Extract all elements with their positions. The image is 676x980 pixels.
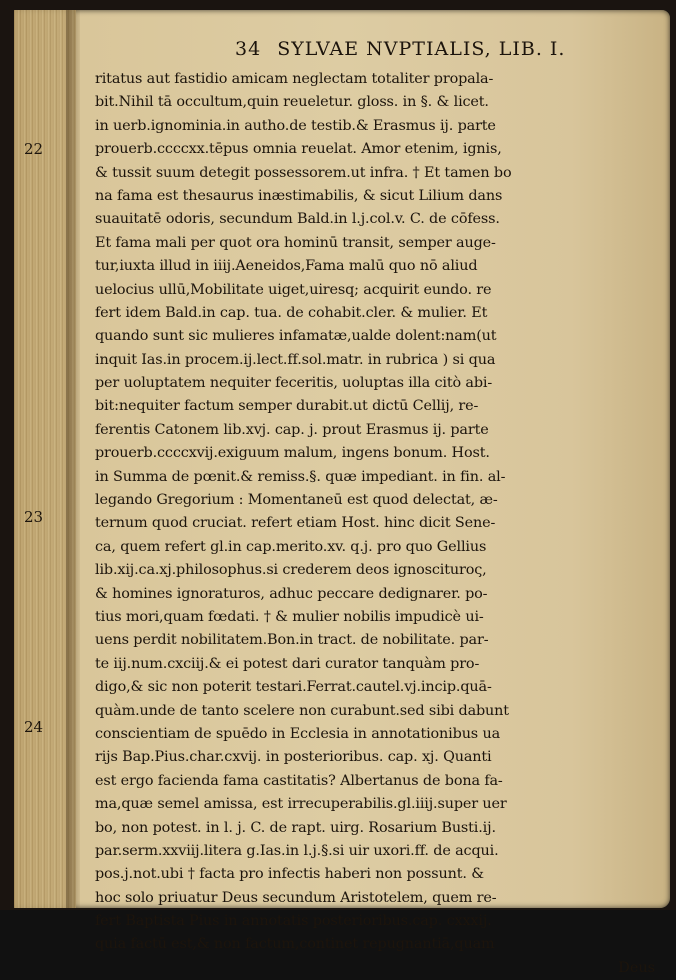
text-line: & homines ignoraturos, adhuc peccare dedignarer. po- [95,585,488,602]
text-line: legando Gregorium : Momentaneū est quod delectat, æ- [95,492,498,509]
text-line: tius mori,quam fœdati. † & mulier nobilis impudicè ui- [95,608,484,625]
page-text-block [95,38,655,980]
text-line: fert idem Bald.in cap. tua. de cohabit.cler. & mulier. Et [95,304,488,321]
text-line: prouerb.ccccxvij.exiguum malum, ingens bonum. Host. [95,445,490,462]
text-line: rijs Bap.Pius.char.cxvij. in posterioribus. cap. xj. Quanti [95,749,492,766]
text-line: lib.xij.ca.xj.philosophus.si crederem deos ignosciturος, [95,562,487,579]
text-line: in uerb.ignominia.in autho.de testib.& Erasmus ij. parte [95,117,496,134]
text-line: fert Baptista Pius in annotatis posterioribus.cap. cxxxij. [95,913,492,930]
text-line: conscientiam de spuēdo in Ecclesia in annotationibus ua [95,725,501,742]
text-line: ternum quod cruciat. refert etiam Host. hinc dicit Sene- [95,515,496,532]
text-line: prouerb.ccccxx.tēpus omnia reuelat. Amor etenim, ignis, [95,141,502,158]
text-line: bit.Nihil tā occultum,quin reueletur. gloss. in §. & licet. [95,94,489,111]
text-line: est ergo facienda fama castitatis? Albertanus de bona fa- [95,772,503,789]
gutter-fold [66,10,80,908]
body-lines [95,68,655,957]
text-line: suauitatē odoris, secundum Bald.in l.j.col.v. C. de cōfess. [95,211,500,228]
text-line: ma,quæ semel amissa, est irrecuperabilis.gl.iiij.super uer [95,796,507,813]
text-line: Et fama mali per quot ora hominū transit, semper auge- [95,234,496,251]
text-line: quia factū est,& non factum,continet repugnantiā,quam [95,936,495,953]
text-line: digo,& sic non poterit testari.Ferrat.cautel.vj.incip.quā- [95,679,492,696]
text-line: ca, quem refert gl.in cap.merito.xv. q.j. pro quo Gellius [95,538,487,555]
text-line: per uoluptatem nequiter feceritis, uoluptas illa citò abi- [95,375,493,392]
text-line: na fama est thesaurus inæstimabilis, & sicut Lilium dans [95,187,503,204]
text-line: pos.j.not.ubi † facta pro infectis haberi non possunt. & [95,866,484,883]
text-line: tur,iuxta illud in iiij.Aeneidos,Fama malū quo nō aliud [95,258,478,275]
text-line: bit:nequiter factum semper durabit.ut dictū Cellij, re- [95,398,479,415]
text-line: inquit Ias.in procem.ij.lect.ff.sol.matr. in rubrica ) si qua [95,351,496,368]
text-line: uelocius ullū,Mobilitate uiget,uiresq; acquirit eundo. re [95,281,492,298]
text-line: quando sunt sic mulieres infamatæ,ualde dolent:nam(ut [95,328,497,345]
text-line: ferentis Catonem lib.xvj. cap. j. prout Erasmus ij. parte [95,421,489,438]
text-line: & tussit suum detegit possessorem.ut infra. † Et tamen bo [95,164,512,181]
running-title: SYLVAE NVPTIALIS, LIB. I. [277,38,566,60]
text-line: par.serm.xxviij.litera g.Ias.in l.j.§.si uir uxori.ff. de acqui. [95,842,499,859]
text-line: te iij.num.cxciij.& ei potest dari curator tanquàm pro- [95,655,480,672]
catchword: Deus [618,959,655,976]
running-header [235,38,655,68]
margin-number-24: 24 [24,718,44,736]
margin-number-22: 22 [24,140,44,158]
text-line: bo, non potest. in l. j. C. de rapt. uirg. Rosarium Busti.ij. [95,819,496,836]
page-number: 34 [235,38,262,60]
text-line: ritatus aut fastidio amicam neglectam totaliter propala- [95,71,494,87]
text-line: hoc solo priuatur Deus secundum Aristotelem, quem re- [95,889,497,906]
text-line: uens perdit nobilitatem.Bon.in tract. de nobilitate. par- [95,632,489,649]
text-line: in Summa de pœnit.& remiss.§. quæ impediant. in fin. al- [95,468,506,485]
text-line: quàm.unde de tanto scelere non curabunt.sed sibi dabunt [95,702,509,719]
margin-number-23: 23 [24,508,44,526]
